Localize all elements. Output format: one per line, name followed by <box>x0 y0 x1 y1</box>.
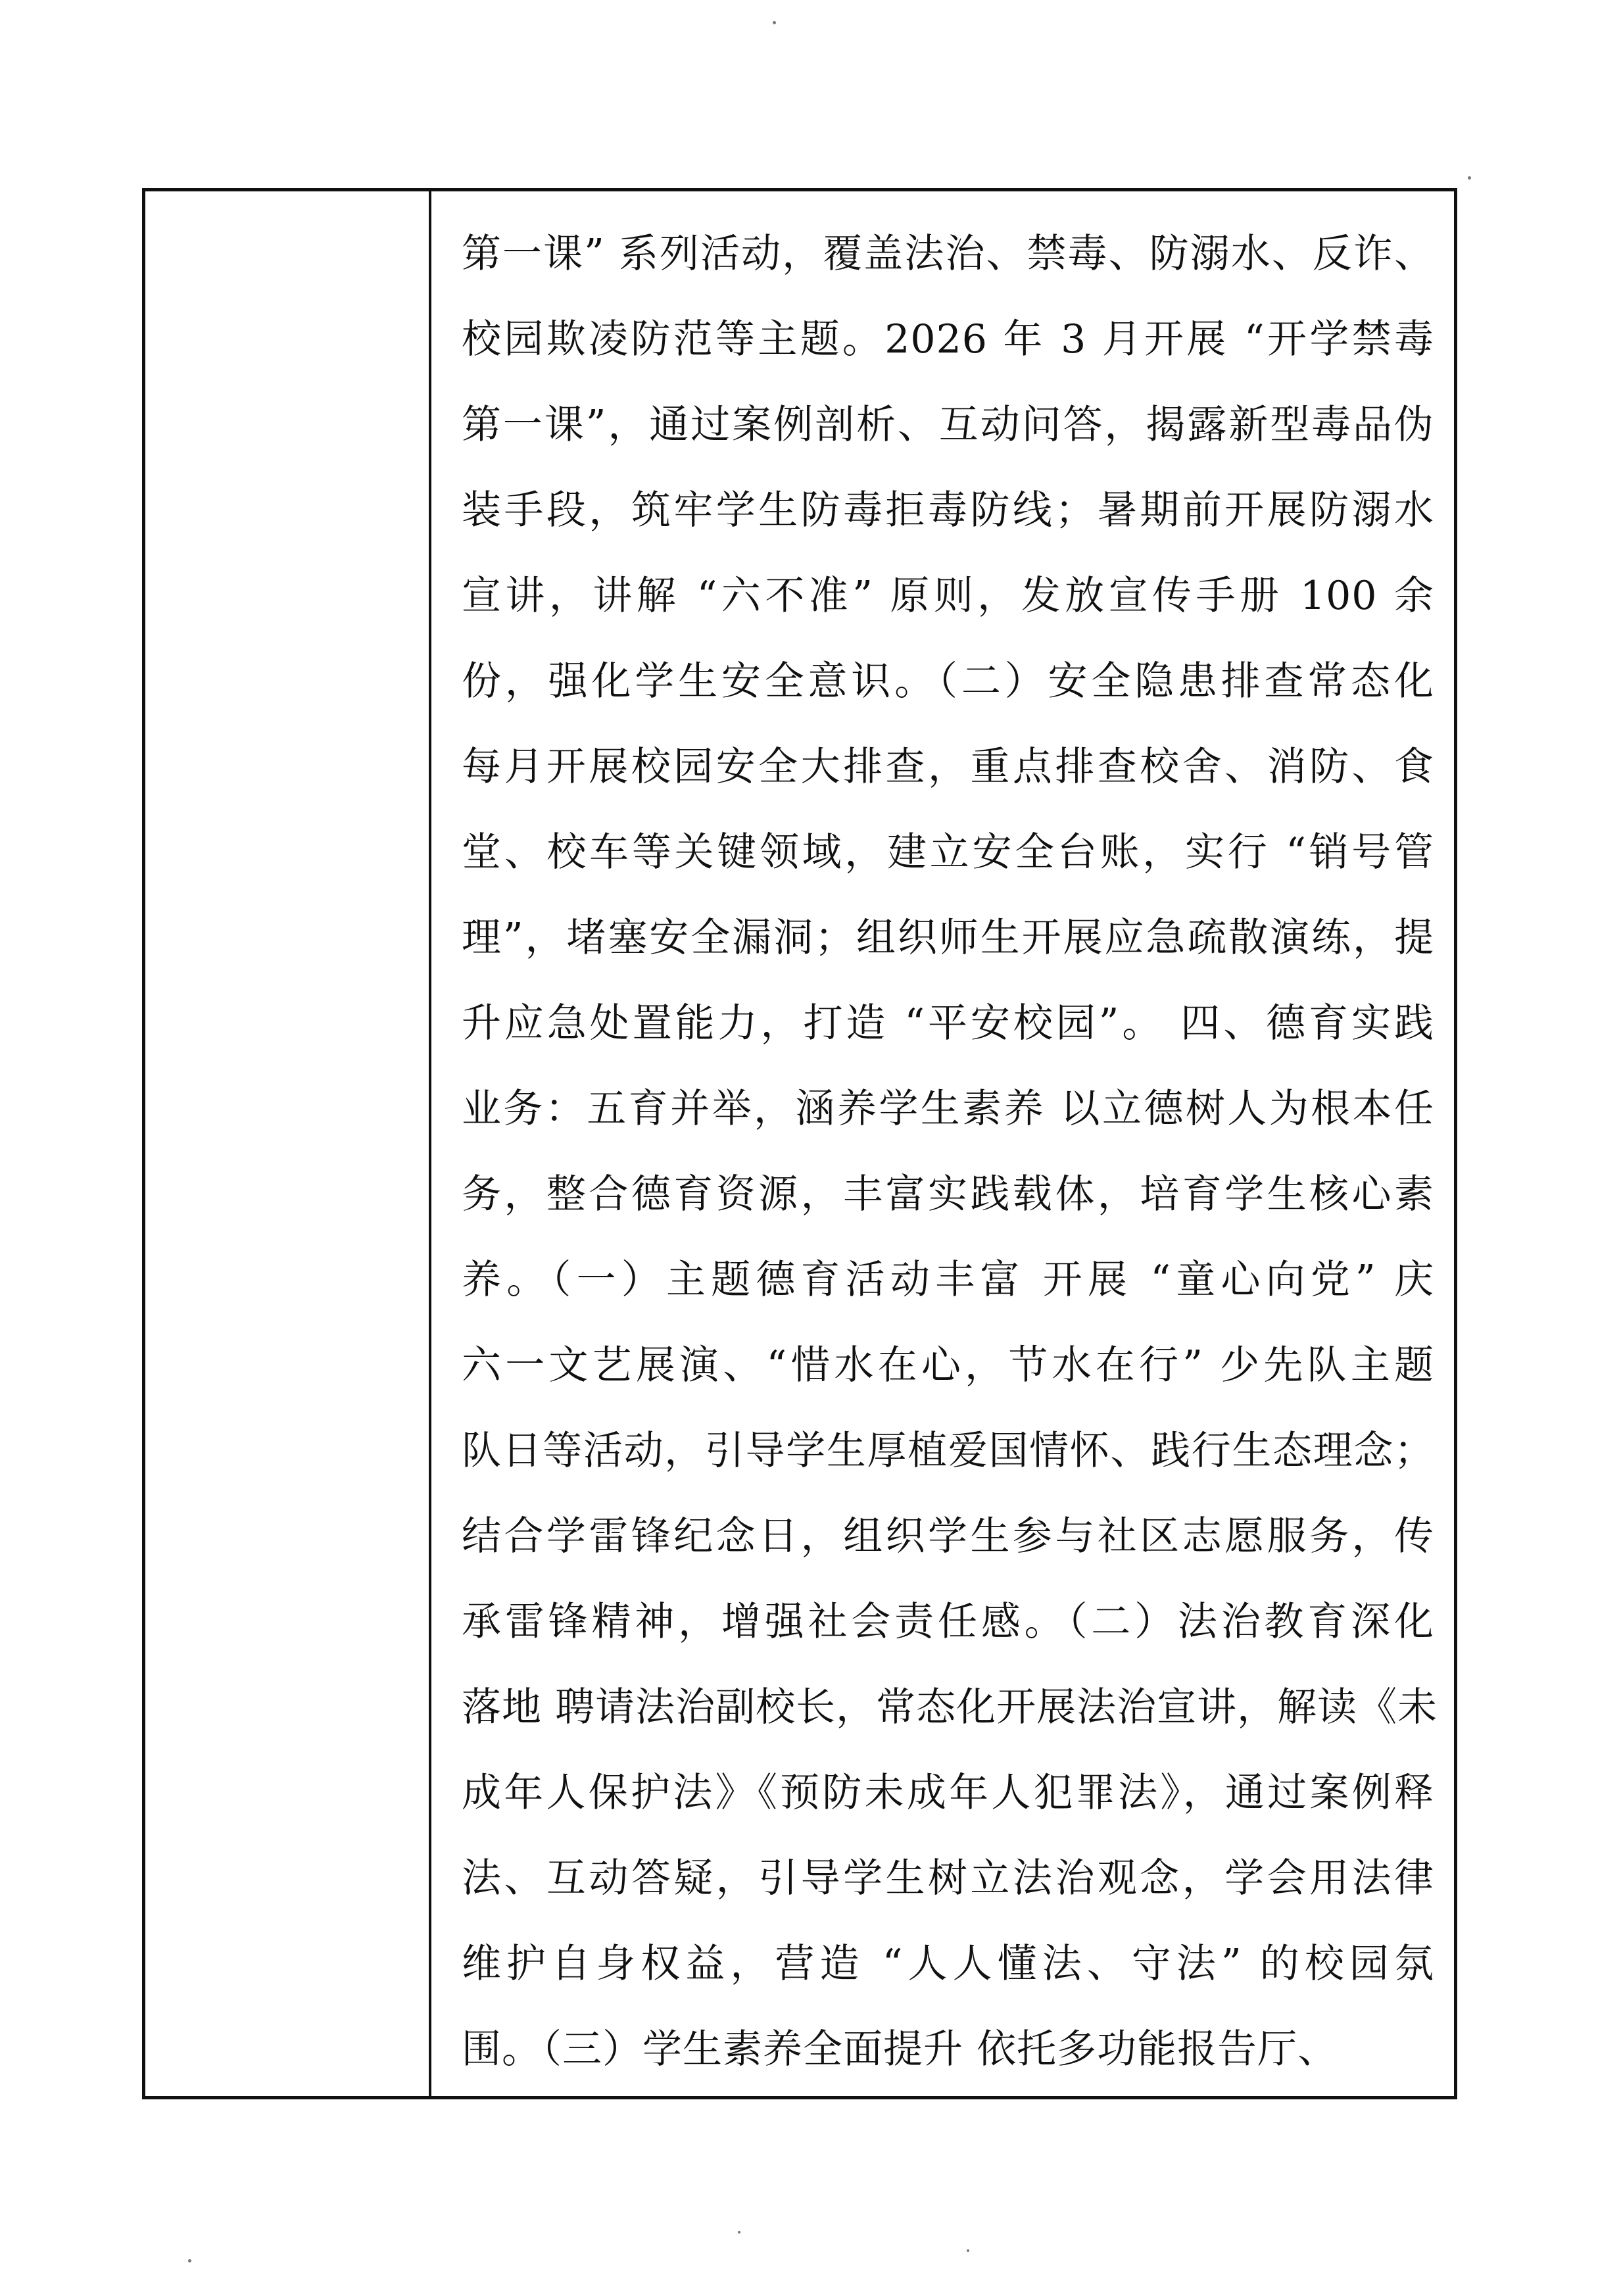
text-line: 业务：五育并举，涵养学生素养 以立德树人为根本任 <box>462 1086 1434 1132</box>
text-line: 理”，堵塞安全漏洞；组织师生开展应急疏散演练，提 <box>462 915 1434 961</box>
table-right-cell <box>431 191 1454 2096</box>
scan-speck <box>967 2249 969 2252</box>
text-line: 承雷锋精神，增强社会责任感。（二）法治教育深化 <box>462 1599 1434 1645</box>
table-left-cell <box>145 191 431 2096</box>
content-table <box>142 188 1457 2099</box>
text-line: 围。（三）学生素养全面提升 依托多功能报告厅、 <box>462 2026 1338 2072</box>
text-line: 队日等活动，引导学生厚植爱国情怀、践行生态理念； <box>462 1428 1434 1474</box>
text-line: 份，强化学生安全意识。（二）安全隐患排查常态化 <box>462 658 1434 704</box>
text-line: 装手段，筑牢学生防毒拒毒防线；暑期前开展防溺水 <box>462 487 1434 533</box>
scan-speck <box>773 21 776 24</box>
text-line: 校园欺凌防范等主题。2026 年 3 月开展 “开学禁毒 <box>462 316 1434 362</box>
text-line: 落地 聘请法治副校长，常态化开展法治宣讲，解读《未 <box>462 1684 1438 1730</box>
text-line: 务，整合德育资源，丰富实践载体，培育学生核心素 <box>462 1171 1434 1217</box>
text-line: 养。（一）主题德育活动丰富 开展 “童心向党” 庆 <box>462 1257 1434 1303</box>
text-line: 升应急处置能力，打造 “平安校园”。 四、德育实践 <box>462 1000 1434 1046</box>
scan-speck <box>188 2259 191 2262</box>
text-line: 六一文艺展演、“惜水在心，节水在行” 少先队主题 <box>462 1342 1434 1388</box>
text-line: 法、互动答疑，引导学生树立法治观念，学会用法律 <box>462 1855 1434 1901</box>
text-line: 结合学雷锋纪念日，组织学生参与社区志愿服务，传 <box>462 1513 1434 1559</box>
text-line: 维护自身权益，营造 “人人懂法、守法” 的校园氛 <box>462 1941 1434 1987</box>
text-line: 宣讲，讲解 “六不准” 原则，发放宣传手册 100 余 <box>462 573 1434 619</box>
text-line: 第一课”，通过案例剖析、互动问答，揭露新型毒品伪 <box>462 402 1434 448</box>
text-line: 成年人保护法》《预防未成年人犯罪法》，通过案例释 <box>462 1770 1434 1816</box>
text-line: 第一课” 系列活动，覆盖法治、禁毒、防溺水、反诈、 <box>462 231 1434 277</box>
text-line: 堂、校车等关键领域，建立安全台账，实行 “销号管 <box>462 829 1434 875</box>
text-line: 每月开展校园安全大排查，重点排查校舍、消防、食 <box>462 744 1434 790</box>
scan-speck <box>1468 176 1471 180</box>
scan-speck <box>738 2231 740 2234</box>
